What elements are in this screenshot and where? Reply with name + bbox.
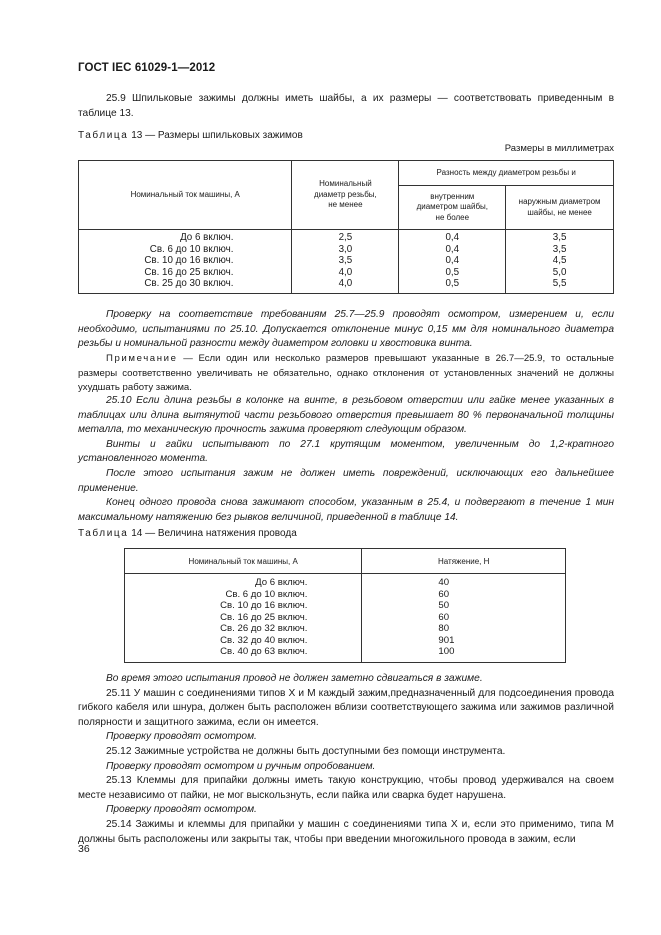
paragraph-25-10-b: Винты и гайки испытывают по 27.1 крутящим моментом, увеличенным до 1,2-кратного установленного момента.	[78, 438, 614, 465]
table-14	[124, 548, 566, 663]
table14-caption-label: Таблица	[78, 528, 129, 539]
t14-header-tension: Натяжение, Н	[362, 549, 566, 574]
note-text: — Если один или несколько размеров превышают указанные в 26.7—25.9, то остальные размеры соответственно увеличивать не обязательно, однако отклонения от установленных значений не должны ухудшать работу зажима.	[78, 353, 614, 394]
table-cell: 50	[438, 600, 450, 611]
table-cell: 60	[438, 588, 450, 600]
tail-line: 25.12 Зажимные устройства не должны быть доступными без помощи инструмента.	[106, 745, 506, 757]
table14-caption-text: 14 — Величина натяжения провода	[131, 528, 297, 539]
table-cell: 4,5	[552, 255, 567, 267]
table-cell: 2,5	[338, 232, 353, 243]
table-cell: 0,4	[445, 232, 460, 243]
t14-header-current: Номинальный ток машины, А	[125, 549, 362, 574]
table-cell: 4,0	[338, 266, 353, 278]
table-cell: Св. 6 до 10 включ.	[225, 588, 308, 600]
table-cell: Св. 16 до 25 включ.	[144, 266, 234, 278]
t13-col-current	[79, 230, 292, 294]
table-cell: Св. 25 до 30 включ.	[144, 278, 234, 290]
table-cell: 901	[438, 634, 455, 646]
table-cell: 5,5	[552, 278, 567, 290]
table-cell: 0,5	[445, 278, 460, 290]
table-cell: Св. 26 до 32 включ.	[220, 623, 308, 634]
table-cell: Св. 40 до 63 включ.	[220, 646, 308, 657]
t13-col-thread	[292, 230, 399, 294]
table-cell: До 6 включ.	[180, 232, 234, 243]
table-cell: До 6 включ.	[255, 577, 308, 588]
table-cell: 0,5	[445, 266, 460, 278]
t13-header-diff: Разность между диаметром резьбы и	[399, 161, 614, 186]
check-paragraph	[78, 308, 614, 352]
table13-caption-label: Таблица	[78, 130, 129, 141]
note	[78, 352, 614, 396]
table-cell: Св. 6 до 10 включ.	[149, 243, 234, 255]
table-cell: 3,0	[338, 243, 353, 255]
note-label: Примечание	[106, 353, 178, 364]
tail-line: Во время этого испытания провод не должен заметно сдвигаться в зажиме.	[106, 673, 483, 684]
page-number: 36	[78, 843, 90, 855]
table13-units: Размеры в миллиметрах	[504, 143, 614, 154]
tail-section	[78, 672, 614, 847]
t13-header-outer: наружным диаметром шайбы, не менее	[506, 186, 614, 230]
document-header: ГОСТ IEC 61029-1—2012	[78, 62, 216, 74]
tail-line: 25.11 У машин с соединениями типов X и M каждый зажим,предназначенный для подсоединения провода гибкого кабеля или шнура, должен быть расположен вблизи соответствующего зажима или зажимов различной полярности и защитного зажима, если он имеется.	[78, 687, 614, 728]
table13-caption-text: 13 — Размеры шпильковых зажимов	[131, 130, 303, 141]
tail-line: Проверку проводят осмотром и ручным опробованием.	[106, 760, 376, 772]
paragraph-25-9-text: 25.9 Шпильковые зажимы должны иметь шайбы, а их размеры — соответствовать приведенным в таблице 13.	[78, 93, 614, 119]
paragraph-25-10-c: После этого испытания зажим не должен иметь повреждений, исключающих его дальнейшее применение.	[78, 467, 614, 494]
table-cell: 40	[438, 577, 450, 588]
t13-col-inner	[399, 230, 506, 294]
table-cell: 3,5	[338, 255, 353, 267]
table-cell: 3,5	[552, 243, 567, 255]
table-cell: Св. 10 до 16 включ.	[220, 600, 308, 611]
tail-line: Проверку проводят осмотром.	[106, 804, 257, 816]
t13-header-thread: Номинальный диаметр резьбы, не менее	[292, 161, 399, 230]
table-cell: Св. 16 до 25 включ.	[220, 611, 308, 623]
t13-header-inner: внутренним диаметром шайбы, не более	[399, 186, 506, 230]
table-cell: 0,4	[445, 255, 460, 267]
paragraph-25-10	[78, 394, 614, 525]
table-cell: 0,4	[445, 243, 460, 255]
table14-caption	[78, 528, 297, 539]
table-cell: 80	[438, 623, 450, 634]
t13-header-current: Номинальный ток машины, А	[79, 161, 292, 230]
tail-line: 25.14 Зажимы и клеммы для припайки у машин с соединениями типа X и, если это применимо, типа M должны быть расположены или закрыты так, чтобы при введении многожильного провода в зажим, если	[78, 818, 614, 845]
table-cell: 5,0	[552, 266, 567, 278]
paragraph-25-10-d: Конец одного провода снова зажимают способом, указанным в 25.4, и подвергают в течение 1 мин максимальному натяжению без рывков величиной, приведенной в таблице 14.	[78, 497, 614, 523]
table-cell: 4,0	[338, 278, 353, 290]
table-13	[78, 160, 614, 294]
paragraph-25-10-a: 25.10 Если длина резьбы в колонке на винте, в резьбовом отверстии или гайке менее указанных в таблицах или длина вытянутой части резьбового отверстия превышает 80 % первоначальной толщины металла, то механическую прочность зажима проверяют следующим образом.	[78, 395, 614, 436]
table-cell: 60	[438, 611, 450, 623]
table-cell: Св. 32 до 40 включ.	[220, 634, 308, 646]
tail-line: Проверку проводят осмотром.	[106, 731, 257, 743]
t14-col-current	[125, 574, 362, 663]
table-cell: 3,5	[552, 232, 567, 243]
table-cell: Св. 10 до 16 включ.	[144, 255, 234, 267]
t13-col-outer	[506, 230, 614, 294]
check-text: Проверку на соответствие требованиям 25.7—25.9 проводят осмотром, измерением и, если необходимо, испытаниями по 25.10. Допускается отклонение минус 0,15 мм для номинального диаметра резьбы и номинальной разности между диаметром головки и хвостовика винта.	[78, 309, 614, 350]
paragraph-25-9	[78, 92, 614, 121]
table-cell: 100	[438, 646, 455, 657]
tail-line: 25.13 Клеммы для припайки должны иметь такую конструкцию, чтобы провод удерживался на своем месте независимо от пайки, не мог выскользнуть, если пайка или сварка будет нарушена.	[78, 775, 614, 801]
table13-caption	[78, 130, 303, 141]
t14-col-tension	[362, 574, 566, 663]
